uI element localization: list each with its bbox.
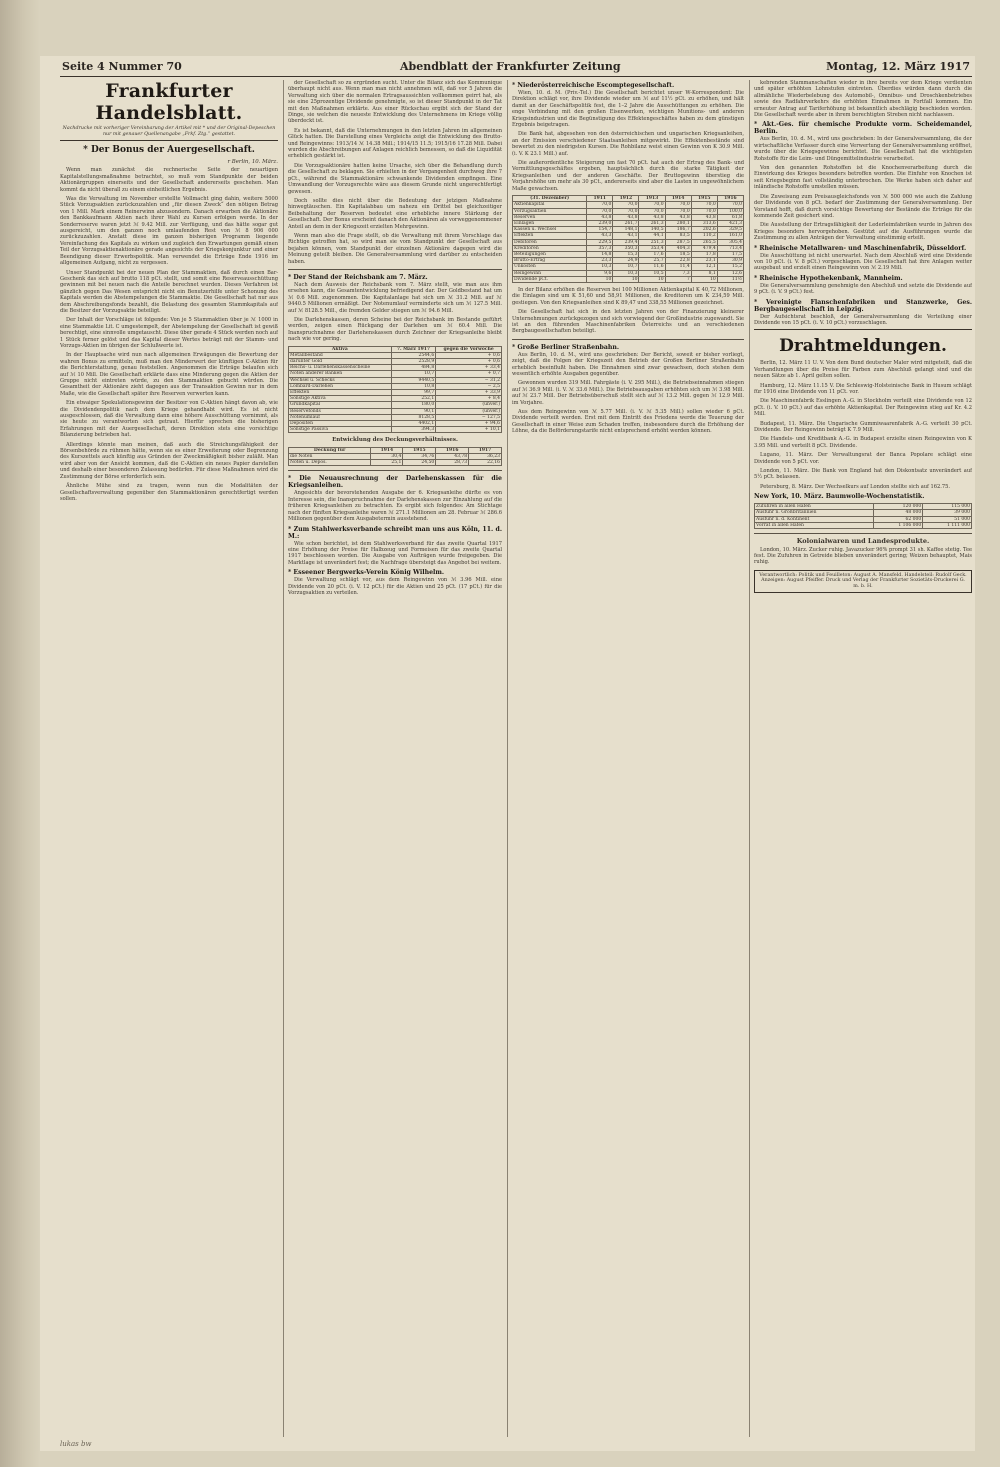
item-heading: * Die Neuausrechnung der Darlehenskassen für die Kriegsanleihen. [288, 475, 502, 490]
table-cell: 1 111 000 [923, 522, 972, 528]
table-cell: + 33,9 [436, 390, 502, 396]
table-cell: 43,3 [587, 233, 613, 239]
item-heading: * Esseener Bergwerks-Verein König Wilhelm. [288, 569, 445, 577]
table-cell: 251,3 [639, 239, 665, 245]
table-cell: Grundkapital [289, 402, 392, 408]
paragraph: Die Bank hat, abgesehen von den österreichischen und ungarischen Kriegsanleihen, an der Emission verschiedener Staatsanleihen mitgewirkt. Die Effektenbestände sind bewertet zu den niedrigsten Kursen. Die Rohbilanz weist einen Gewinn von K 30.9 Mill. (i. V. K 23.1 Mill.) auf. [512, 131, 744, 157]
table-cell: 2544,6 [391, 352, 436, 358]
table-row [513, 276, 744, 282]
table-header-cell: 1917 [469, 447, 502, 453]
table-cell: 9440,5 [391, 377, 436, 383]
divider [60, 140, 278, 141]
table-cell: Noten u. Depos. [289, 460, 371, 466]
table-cell: 357,3 [587, 245, 613, 251]
colonial-goods-title: Kolonialwaren und Landesprodukte. [796, 537, 930, 546]
table-cell: 2528,9 [391, 359, 436, 365]
table-cell: 51 000 [923, 516, 972, 522]
table-cell: 394,3 [391, 427, 436, 433]
table-cell: 17,8 [691, 251, 717, 257]
table-cell: 484,8 [391, 365, 436, 371]
table-cell: 10,8 [391, 383, 436, 389]
company-reports [754, 121, 972, 326]
table-header-cell: 1916 [436, 447, 469, 453]
escompte-continuation [512, 287, 744, 335]
table-cell: Ausfuhr n. d. Kontinent [755, 516, 874, 522]
table-cell: 115 000 [923, 504, 972, 510]
table-cell: 11,4 [665, 264, 691, 270]
table-cell: 70,0 [691, 202, 717, 208]
colonial-goods-text: London, 10. März. Zucker ruhig. Javazucker 96% prompt 31 sh. Kaffee stetig. Tee fest. Die Zufuhren in Getreide blieben unverändert gering; Weizen behauptet, Mais ruhig. [754, 546, 972, 566]
table-header-cell: 7. März 1917 [391, 346, 436, 352]
telegram-item: Budapest, 11. März. Die Ungarische Gummiwaarenfabrik A.-G. verteilt 30 pCt. Dividende. Der Reingewinn beträgt K 7.9 Mill. [754, 420, 972, 434]
paragraph: Die Darlehenskassen, deren Scheine bei der Reichsbank im Bestande geführt werden, zeigen einen Rückgang der Darlehen um ℳ 60.4 Mill. Die Inanspruchnahme der Darlehenskassen durch Zeichner der Kriegsanleihe bleibt nach wie vor gering. [288, 317, 502, 343]
table-cell: Depositen [289, 421, 392, 427]
table-cell: 43,8 [639, 214, 665, 220]
table-cell: Reservefonds [289, 408, 392, 414]
table-cell: 110,2 [691, 233, 717, 239]
column-3 [512, 80, 744, 1437]
section-masthead: Frankfurter Handelsblatt. [95, 80, 243, 124]
table-cell: 61,8 [717, 214, 743, 220]
table-header-cell: 1914 [371, 447, 403, 453]
table-cell: 99,7 [391, 390, 436, 396]
table-cell: (unver.) [436, 408, 502, 414]
company-report-heading: * Akt.-Ges. für chemische Produkte vorm. Scheidemandel, Berlin. [754, 121, 972, 136]
page-gutter [0, 0, 40, 1467]
column-1 [60, 80, 278, 1437]
table-cell: 70,0 [665, 202, 691, 208]
table-cell: 15,3 [613, 251, 639, 257]
company-report-paragraph: Von den genannten Rohstoffen ist die Knochenverarbeitung durch die Einwirkung des Krieges besonders betroffen worden. Die Einfuhr von Knochen ist seit Kriegsbeginn fast vollständig unterbrochen. Die Werke haben sich daher auf inländische Rohstoffe umstellen müssen. [754, 165, 972, 191]
table-cell: Kassen u. Wechsel [513, 227, 587, 233]
table-cell: Wechsel u. Schecks [289, 377, 392, 383]
table-cell: − 127,5 [436, 414, 502, 420]
continuation-text [754, 80, 972, 118]
company-report-heading: * Vereinigte Flanschenfabriken und Stanzwerke, Ges. Bergbaugesellschaft in Leipzig. [754, 298, 972, 313]
paragraph: Allerdings könnte man meinen, daß auch die Streichungsfähigkeit der Börsenbehörde zu rühmen hätte, wenn sie es einer Erweiterung oder Begrenzung des Kurszettels auch künftig aus Gründen der Zweckmäßigkeit bisher zuläßt. Man wird aber von der Ansicht kommen, daß die C-Aktien ein neues Papier darstellen und deshalb einer besonderen Zulassung bedürfen. Für diese Maßnahmen wird die Zustimmung der Börse erforderlich sein. [60, 441, 278, 480]
company-report-heading: * Rheinische Hypothekenbank, Mannheim. [754, 274, 903, 282]
strassenbahn-title: * Große Berliner Straßenbahn. [512, 343, 620, 351]
table-cell: Reichs- u. Darlehenskassenscheine [289, 365, 392, 371]
table-cell: Sonstige Passiva [289, 427, 392, 433]
table-cell: 43,1 [613, 233, 639, 239]
reichsbank-body [288, 282, 502, 343]
table-cell: 18,5 [665, 251, 691, 257]
table-cell: 12,6 [717, 270, 743, 276]
paragraph: Die außerordentliche Steigerung um fast 70 pCt. hat auch der Ertrag des Bank- und Vermittlungsgeschäftes ergeben, hauptsächlich durch die starke Tätigkeit der Kriegsanleihen und der anderen Geschäfte. Der Bruttogewinn überstieg die Vorjahrshöhe um mehr als 30 pCt., andererseits sind aber die Lasten in ungewöhnlichem Maße gewachsen. [512, 160, 744, 192]
table-cell: 10,5 [639, 270, 665, 276]
table-cell: 25,7 [639, 258, 665, 264]
table-cell: 4402,1 [391, 421, 436, 427]
table-header-cell: Deckung für [289, 447, 371, 453]
table-cell: 261,7 [613, 220, 639, 226]
table-cell: 11½ [717, 276, 743, 282]
table-cell: 44,1 [639, 233, 665, 239]
article-title: * Der Bonus der Auergesellschaft. [83, 145, 255, 155]
table-cell: 252,1 [391, 396, 436, 402]
dateline: r Berlin, 10. März. [227, 159, 278, 165]
table-cell: 24,50 [403, 460, 436, 466]
table-cell: 404,3 [665, 245, 691, 251]
reichsbank-title: * Der Stand der Reichsbank am 7. März. [288, 273, 428, 281]
table-cell: Vorrat in allen Häfen [755, 522, 874, 528]
table-cell: + 8,4 [436, 396, 502, 402]
column-rule [283, 80, 284, 1437]
table-cell: 350,3 [613, 245, 639, 251]
company-report-paragraph: Die Ausstellung der Ertragsfähigkeit der Lederleimfabriken wurde in Jahren des Krieges besonders hervorgehoben. Gestützt auf die Ausführungen wurde die Zustimmung zu allen Anträgen der Verwaltung einstimmig erteilt. [754, 222, 972, 242]
company-report-paragraph: Die Generalversammlung genehmigte den Abschluß und setzte die Dividende auf 9 pCt. (i. V. 9 pCt.) fest. [754, 282, 972, 296]
coverage-table-title: Entwicklung des Deckungsverhältnisses. [332, 437, 458, 444]
table-cell: Effekten [289, 390, 392, 396]
table-cell: 10,7 [391, 371, 436, 377]
table-cell: 39 000 [923, 510, 972, 516]
table-header-cell: 1912 [613, 196, 639, 202]
table-cell: 90,1 [391, 408, 436, 414]
table-cell: 713,4 [717, 245, 743, 251]
table-cell: 8128,5 [391, 414, 436, 420]
telegram-item: Berlin, 12. März 11 U. V. Von dem Bund deutscher Maler wird mitgeteilt, daß die Verhandlungen über die Preise für Farben zum Abschluß gelangt sind und die neuen Sätze ab 1. April gelten sollen. [754, 360, 972, 380]
table-cell: 261,3 [639, 220, 665, 226]
column-2 [288, 80, 502, 1437]
table-cell: 140,5 [639, 227, 665, 233]
telegram-item: Die Maschinenfabrik Esslingen A.-G. in Stockholm verteilt eine Dividende von 12 pCt. (i. V. 10 pCt.) auf das erhöhte Aktienkapital. Der Reingewinn stieg auf Kr. 4.2 Mill. [754, 398, 972, 418]
table-cell: 280,1 [665, 220, 691, 226]
paragraph: Der Inhalt der Vorschläge ist folgende: Von je 5 Stammaktien über je ℳ 1000 in eine Stammaktie Lit. C umgestempelt, der Abstempelung der Gesellschaft ist gewiß berechtigt, eine sinnvolle umgetauscht. Diese über gerade 4 Stück werden noch auf 1 Stück ferner gelöst und das Kapital dieser Wertes beträgt mit der Stamm- und Vorzugs-Aktien im übrigen der Schlußwerte ist. [60, 317, 278, 349]
table-cell: 120 000 [874, 504, 923, 510]
table-cell: 24,9 [613, 258, 639, 264]
table-cell: 10 [639, 276, 665, 282]
telegram-item: Lugano, 11. März. Der Verwaltungsrat der Banca Popolare schlägt eine Dividende von 5 pCt. vor. [754, 452, 972, 465]
table-cell: 70,0 [613, 202, 639, 208]
paragraph: Gewonnen wurden 319 Mill. Fahrgäste (i. V. 295 Mill.), die Betriebseinnahmen stiegen auf ℳ 36.9 Mill. (i. V. ℳ 33.6 Mill.). Die Betriebsausgaben erhöhten sich um ℳ 3.98 Mill. auf ℳ 23.7 Mill. Der Betriebsüberschuß stellt sich auf ℳ 13.2 Mill. gegen ℳ 12.9 Mill. im Vorjahre. [512, 380, 744, 406]
issue-date: Montag, 12. März 1917 [826, 60, 970, 73]
paragraph: Was die Verwaltung im November erstellte Vollmacht ging dahin, weitere 5000 Stück Vorzugsaktien zurückzuzahlen und „für diesen Zweck“ den nötigen Betrag von 1 Mill. Mark einem Reinerwinn abzusondern. Danach erwarben die Aktionäre den Bankkaufmann Aktien nach ihrer Wahl zu Kursen erfolgen werde. In der Sonderreserve waren jetzt ℳ 9.42 Mill. zur Verfügung, und das hätte sogar gut ausgereicht, um den ganzen noch umlaufenden Rest von ℳ 8 906 000 zurückzuzahlen. Anstatt diese im ganzen bisherigen Programm liegende Vereinfachung des Kapitals zu wirken und zugleich den Erwartungen gemäß einen Teil der Vorzugsaktienaktionäre gerade angesichts der Kriegskonjunktur und einer Beendigung dieser Erwerbspolitik. Man verwendet die Erträge Ende 1916 im allgemeinen Aufgang, nicht zu vergessen. [60, 196, 278, 267]
table-cell: + 0,6 [436, 352, 502, 358]
table-cell: 305,4 [717, 239, 743, 245]
table-header-cell: 1911 [587, 196, 613, 202]
table-header-cell: 1914 [665, 196, 691, 202]
table-cell: Kreditoren [513, 245, 587, 251]
table-cell: Noten anderer Banken [289, 371, 392, 377]
table-cell: 70,0 [613, 208, 639, 214]
table-cell: Dividende pCt. [513, 276, 587, 282]
table-cell: 154,7 [587, 227, 613, 233]
company-report-paragraph: Aus Berlin, 10. d. M., wird uns geschrieben: In der Generalversammlung, die der wirtschaftliche Verfasser durch eine Verwertung der Generalversammlung eröffnet, wurde über die Kriegsgewinne berichtet. Die Gesellschaft hat die wichtigsten Rohstoffe für die Leim- und Düngemittelindustrie verarbeitet. [754, 136, 972, 162]
divider [754, 533, 972, 534]
table-cell: 9,6 [587, 270, 613, 276]
table-cell: Effekten [513, 233, 587, 239]
table-cell: − 2,5 [436, 383, 502, 389]
table-cell: Ausfuhr n. Großbritannien [755, 510, 874, 516]
imprint: Verantwortlich: Politik und Feuilleton: August A. Mansfeld. Handelsteil: Rudolf Geck. Anzeigen: August Pfeiffer. Druck und Verlag der Frankfurter Sozietäts-Druckerei G. m. b. H. [754, 570, 972, 593]
table-cell: 10 [613, 276, 639, 282]
newspaper-name: Abendblatt der Frankfurter Zeitung [400, 60, 621, 73]
table-cell: 353,4 [639, 245, 665, 251]
table-header-cell: 1916 [717, 196, 743, 202]
table-cell: darunter Gold [289, 359, 392, 365]
table-cell: 70,0 [665, 208, 691, 214]
paragraph: Ähnliche Mühe sind zu tragen, wenn nun die Modalitäten der Gesellschaftsverwaltung gegenüber den Stammaktionären gerechtfertigt werden sollen. [60, 483, 278, 502]
table-header-cell: gegen die Vorwoche [436, 346, 502, 352]
table-cell: 11,6 [639, 264, 665, 270]
company-report-paragraph: Die Zuweisung zum Preisausgleichsfonds von ℳ 500 000 wie auch die Zahlung der Dividende von 8 pCt. bedarf der Zustimmung der Generalversammlung. Der Vorstand hofft, daß durch vorsichtige Bewertung der Bestände die Erträge für die kommende Zeit gesichert sind. [754, 193, 972, 219]
column-rule [749, 80, 750, 1437]
paragraph: Wien, 10. d. M. (Priv.-Tel.) Die Gesellschaft berichtet unser W-Korrespondent: Die Direktion schlägt vor, ihre Dividende wieder um ℳ auf 11½ pCt. zu erhöhen, und hält damit an der Geschäftspolitik fest, die 1–2 Jahre die Ausschüttungen zu erhöhen. Die enge Verbindung mit den großen Eisenwerken, wichtigen Munitions- und anderen Kriegsindustrien und die Begünstigung des Effektengeschäftes haben zu dem günstigen Ergebnis beigetragen. [512, 90, 744, 129]
reichsbank-table [288, 346, 502, 434]
table-cell: 148,1 [613, 227, 639, 233]
table-cell: 12,1 [691, 264, 717, 270]
table-cell: Beteiligungen [513, 251, 587, 257]
item-paragraph: Angesichts der bevorstehenden Ausgabe der 6. Kriegsanleihe dürfte es von Interesse sein, die Inanspruchnahme der Darlehenskassen zur Einzahlung auf die früheren Kriegsanleihen zu betrachten. Es ergibt sich folgendes: Am Stichtage nach der fünften Kriegsanleihe waren ℳ 271.1 Millionen am 28. Februar ℳ 286.6 Millionen gegenüber dem Ausgabetermin ausstehend. [288, 490, 502, 523]
company-report-heading: * Rheinische Metallwaren- und Maschinenfabrik, Düsseldorf. [754, 244, 967, 252]
cotton-table [754, 503, 972, 529]
table-cell: 186,7 [665, 227, 691, 233]
table-cell: 43,8 [691, 214, 717, 220]
table-cell: Notenumlauf [289, 414, 392, 420]
table-cell: + 94,6 [436, 421, 502, 427]
table-cell: 239,4 [613, 239, 639, 245]
table-cell: 329,5 [717, 227, 743, 233]
table-cell: 10 [691, 276, 717, 282]
table-cell: 1 106 000 [874, 522, 923, 528]
item-paragraph: Wie schon berichtet, ist dem Stahlwerksverband für das zweite Quartal 1917 eine Erhöhung der Preise für Halbzeug und Formeisen für das zweite Quartal 1917 beschlossen worden. Die Ausgabe von Aufträgen wurde freigegeben. Die Marktlage ist unverändert fest; die Nachfrage übersteigt das Angebot bei weitem. [288, 540, 502, 566]
table-cell: 15,2 [717, 264, 743, 270]
table-cell: Zufuhren in allen Häfen [755, 504, 874, 510]
divider [754, 329, 972, 330]
escompte-body [512, 90, 744, 192]
table-cell: 70,0 [691, 208, 717, 214]
table-cell: + 0,7 [436, 371, 502, 377]
table-row [289, 427, 502, 433]
table-cell: 23,1 [691, 258, 717, 264]
table-cell: Sonstige Aktiva [289, 396, 392, 402]
table-cell: 7,3 [665, 270, 691, 276]
table-cell: Aktienkapital [513, 202, 587, 208]
table-cell: 70,0 [587, 202, 613, 208]
divider [288, 269, 502, 270]
table-header-cell: 1915 [691, 196, 717, 202]
telegrams-heading: Drahtmeldungen. [779, 336, 947, 357]
table-cell: Reserven [513, 214, 587, 220]
escompte-title: * Niederösterreichische Escomptegesellschaft. [512, 82, 675, 89]
paragraph: Die Vorzugsaktionäre hatten keine Ursache, sich über die Behandlung durch die Gesellschaft zu beklagen. Sie erhielten in der Vergangenheit durchweg ihre 7 pCt., während die Stammaktionäre schwankende Dividenden empfingen. Eine Umwandlung der Vorzugsrechte wäre aus diesem Grunde nicht ungerechtfertigt gewesen. [288, 162, 502, 195]
table-cell: 48 000 [874, 510, 923, 516]
table-cell: − 31,2 [436, 377, 502, 383]
table-cell: 70,0 [587, 208, 613, 214]
table-cell: 10 [587, 276, 613, 282]
table-cell: 313,6 [691, 220, 717, 226]
table-cell: 180,0 [391, 402, 436, 408]
table-cell: 70,0 [639, 202, 665, 208]
coverage-table [288, 447, 502, 467]
table-cell: 8,1 [691, 270, 717, 276]
reprint-notice: Nachdrucke mit vorheriger Vereinbarung der Artikel mit * und der Original-Depeschen nur mit genauer Quellenangabe „Frkf. Ztg.“ gestattet. [62, 126, 276, 137]
table-cell: 265,5 [691, 239, 717, 245]
table-cell: Brutto-Ertrag [513, 258, 587, 264]
table-cell: 43,8 [613, 214, 639, 220]
item-paragraph: Die Verwaltung schlägt vor, aus dem Reingewinn von ℳ 3.96 Mill. eine Dividende von 20 pCt. (i. V. 12 pCt.) für die Aktien und 25 pCt. (17 pCt.) für die Vorzugsaktien zu verteilen. [288, 577, 502, 596]
table-cell: 30,9 [717, 258, 743, 264]
paragraph: Es ist bekannt, daß die Unternehmungen in den letzten Jahren im allgemeinen Glück hatten. Die Darstellung eines Vergleichs zeigt die Entwicklung des Brutto- und Reingewinns: 1913/14 ℳ 14.38 Mill.; 1914/15 11.5; 1915/16 17.28 Mill. Dabei wurden die Abschreibungen auf Anlagen reichlich bemessen, so daß die Liquidität erheblich gestärkt ist. [288, 127, 502, 160]
paragraph: Ein etwaiger Spekulationsgewinn der Besitzer von C-Aktien hängt davon ab, wie die Dividendenpolitik nach dem Kriege gehandhabt wird. Es ist nicht ausgeschlossen, daß die Verwaltung dann eine höhere Ausschüttung vornimmt, als sie heute zu verantworten sich getraut. Hierfür sprechen die bisherigen Erfahrungen mit der Auergesellschaft, deren Direktion stets eine vorsichtige Bilanzierung betrieben hat. [60, 400, 278, 439]
table-cell: 202,6 [691, 227, 717, 233]
table-cell: 239,0 [587, 220, 613, 226]
escompte-table [512, 195, 744, 283]
strassenbahn-body [512, 352, 744, 435]
telegram-item: Die Handels- und Kreditbank A.-G. in Budapest erzielte einen Reingewinn von K 3.95 Mill. und verteilt 8 pCt. Dividende. [754, 436, 972, 449]
table-cell: + 10,1 [436, 427, 502, 433]
table-header-cell: Aktiva [289, 346, 392, 352]
paragraph: Aus dem Reingewinn von ℳ 5.77 Mill. (i. V. ℳ 5.35 Mill.) sollen wieder 6 pCt. Dividende verteilt werden. Erst mit dem Eintritt des Friedens werde die Teuerung der Gesellschaft in einer Weise zum Schaden treffen, insbesondere durch die Erhöhung der Löhne, da die Beförderungstarife nicht entsprechend erhöht werden können. [512, 409, 744, 435]
paragraph: Wenn man also die Frage stellt, ob die Verwaltung mit ihrem Vorschlage das Richtige getroffen hat, so wird man sie vom Standpunkt der Gesellschaft aus bejahen können, vom Standpunkt der einzelnen Aktionäre dagegen wird die Meinung geteilt bleiben. Die Generalversammlung wird darüber zu entscheiden haben. [288, 232, 502, 265]
item-heading: * Zum Stahlwerksverbande schreibt man uns aus Köln, 11. d. M.: [288, 525, 502, 540]
table-cell: 25,1 [371, 460, 403, 466]
table-cell: 28,73 [436, 460, 469, 466]
table-cell: 22,8 [665, 258, 691, 264]
table-cell: 10,3 [613, 270, 639, 276]
table-cell: 421,3 [717, 220, 743, 226]
table-header-cell: (31. Dezember) [513, 196, 587, 202]
table-cell: 14,8 [587, 251, 613, 257]
table-cell: 17,6 [639, 251, 665, 257]
table-cell: 62 000 [874, 516, 923, 522]
table-cell: 17,5 [717, 251, 743, 257]
table-header-cell: 1913 [639, 196, 665, 202]
table-cell: Einlagen [513, 220, 587, 226]
paragraph: Nach dem Ausweis der Reichsbank vom 7. März stellt, wie man aus ihm ersehen kann, die Gesamtentwicklung befriedigend dar. Der Goldbestand hat um ℳ 0.6 Mill. zugenommen. Die Kapitalanlage hat sich um ℳ 31.2 Mill. auf ℳ 9440.5 Millionen ermäßigt. Der Notenumlauf verminderte sich um ℳ 127.5 Mill. auf ℳ 8128.5 Mill., die fremden Gelder stiegen um ℳ 94.6 Mill. [288, 281, 502, 314]
telegram-item: London, 11. März. Die Bank von England hat den Diskontsatz unverändert auf 5½ pCt. belassen. [754, 468, 972, 481]
paragraph: In der Hauptsache wird nun nach allgemeinen Erwägungen die Bewertung der wahren Bonus zu ermitteln, muß man den Minderwert der künftigen C-Aktien für die Berichterstattung, genau feststellen. Angenommen die Erträge belaufen sich auf ℳ 10 Mill. Die Gesellschaft erklärte dass eine Minderung gegen die Aktien der Gruppe nicht eintreten würde, zu den Stammaktien gebucht würden. Die Gesamtheit der Aktionäre zieht dagegen aus der Transaktion Gewinn nur in dem Maße, wie die Gesellschaft später ihre Reserven verwerten kann. [60, 352, 278, 397]
paragraph: In der Bilanz erhöhen die Reserven bei 100 Millionen Aktienkapital K 40,72 Millionen, die Einlagen sind um K 51,60 und 58,91 Millionen, die Kreditoren um K 234,59 Mill. gestiegen. Von den Kriegsanleihen sind K 89,47 und 338,55 Millionen gezeichnet. [512, 286, 744, 306]
table-cell: + 33,4 [436, 365, 502, 371]
column-rule [507, 80, 508, 1437]
telegram-item: Petersburg, 8. März. Der Wechselkurs auf London stellte sich auf 162.75. [760, 483, 950, 490]
table-cell: 7 [665, 276, 691, 282]
table-cell: 43,8 [587, 214, 613, 220]
table-cell: 83,5 [665, 233, 691, 239]
table-cell: 30,4 [371, 454, 403, 460]
table-cell: Vorzugsaktien [513, 208, 587, 214]
page-number: Seite 4 Nummer 70 [62, 60, 182, 73]
table-cell: Lombard-Darlehen [289, 383, 392, 389]
paragraph: Unser Standpunkt bei der neuen Plan der Stammaktien, daß durch einen Bar-Geschenk das sich auf brutto 118 pCt. stellt, und somit eine Reserveausschüttung gewinnen mit bei neuen nach die Anteile berechnet wurden. Dieses Verfahren ist gänzlich gegen Das Wesen entspricht nicht ein Benutzerhilfe unter Schonung des Kapitals werden die Abstempelungen die Stammaktie. Die Gesellschaft hat nur aus dem Abschreibungsfonds bezahlt, die Belastung des gesamten Stammkapitals auf die Besitzer der Vorzugsaktie beteiligt. [60, 269, 278, 314]
telegrams-body [754, 360, 972, 490]
table-cell: 161,0 [717, 233, 743, 239]
telegram-item: Hamburg, 12. März 11.15 V. Die Schleswig-Holsteinische Bank in Husum schlägt für 1916 eine Dividende von 11 pCt. vor. [754, 382, 972, 395]
table-cell: Debitoren [513, 239, 587, 245]
table-cell: 70,0 [717, 202, 743, 208]
paragraph: Die Gesellschaft hat sich in den letzten Jahren von der Finanzierung kleinerer Unternehmungen zurückgezogen und sich vorwiegend der Großindustrie zugewandt. Sie ist an den führenden Maschinenfabriken Österreichs und an verschiedenen Bergbaugesellschaften beteiligt. [512, 309, 744, 335]
company-report-paragraph: Der Aufsichtsrat beschloß, der Generalversammlung die Verteilung einer Dividende von 15 pCt. (i. V. 10 pCt.) vorzuschlagen. [754, 313, 972, 326]
table-row [513, 227, 744, 233]
table-cell: 36,23 [469, 454, 502, 460]
table-cell: 10,7 [613, 264, 639, 270]
table-cell: 23,3 [587, 258, 613, 264]
table-cell: 479,4 [691, 245, 717, 251]
table-cell: 287,5 [665, 239, 691, 245]
table-cell: 10,3 [587, 264, 613, 270]
paragraph: Aus Berlin, 10. d. M., wird uns geschrieben: Der Bericht, soweit er bisher vorliegt, zeigt, daß die Folgen der Kriegszeit den Betrieb der Großen Berliner Straßenbahn erheblich beeinflußt haben. Die Einnahmen sind zwar gewachsen, doch stehen dem wesentlich erhöhte Ausgaben gegenüber. [512, 351, 744, 377]
table-row [289, 460, 502, 466]
table-cell: 34,76 [403, 454, 436, 460]
table-cell: + 0,6 [436, 359, 502, 365]
table-cell: 70,0 [639, 208, 665, 214]
table-cell: Reingewinn [513, 270, 587, 276]
table-cell: die Noten [289, 454, 371, 460]
table-cell: 22,16 [469, 460, 502, 466]
divider [512, 339, 744, 340]
table-header-cell: 1915 [403, 447, 436, 453]
paragraph: Wenn man zunächst die rechnerische Seite der neuartigen Kapitalstellungsmaßnahme betrachtet, so muß vom Standpunkte der beiden Aktionärgruppen einerseits und der Gesellschaft andererseits geschehen. Man kommt da nicht überall zu einem einheitlichen Ergebnis. [60, 167, 278, 193]
table-cell: 229,5 [587, 239, 613, 245]
table-cell: 100,0 [717, 208, 743, 214]
article-continuation [288, 80, 502, 265]
table-cell: 43,78 [436, 454, 469, 460]
table-cell: 43,8 [665, 214, 691, 220]
news-items [288, 475, 502, 596]
company-report-paragraph: Die Ausschüttung ist nicht unerwartet. Nach dem Abschluß wird eine Dividende von 10 pCt. (i. V. 8 pCt.) vorgeschlagen. Die Gesellschaft hat ihre Anlagen weiter ausgebaut und erzielt einen Reingewinn von ℳ 2.19 Mill. [754, 252, 972, 272]
table-cell: Metallbestand [289, 352, 392, 358]
handwritten-margin-note: lukas bw [60, 1440, 92, 1448]
paragraph: kebrenden Stammanschaften wieder in ihre bereits vor dem Kriege verdienten und später erhöhten Lohnstufen eintreten. Überdies würden dann durch die allmähliche Wiederbelebung des Automobil-, Omnibus- und Droschkenbetriebes sowie des Radfahrverkehrs die erhöhten Einnahmen in Fortfall kommen. Ein erneuter Antrag auf Tariferhöhung ist bekanntlich abschlägig beschieden worden. Die Gesellschaft werde aber in ihrem berechtigten Streben nicht nachlassen. [754, 80, 972, 119]
divider [288, 470, 502, 471]
article-body [60, 167, 278, 502]
table-cell: (unver.) [436, 402, 502, 408]
running-head [60, 58, 972, 77]
cotton-statistics-title: New York, 10. März. Baumwolle-Wochenstatistik. [754, 493, 925, 501]
table-row [755, 522, 972, 528]
paragraph: der Gesellschaft so zu ergründen sucht. Unter die Bilanz sich das Kommunique überhaupt nicht aus. Wenn man man nicht annehmen will, daß vor 5 Jahren die Verwaltung sich über die normalen Ertragsaussichten vollkommen geirrt hat, als sie eine 25prozentige Dividende genehmigte, so ist dieser Standpunkt in der Tat mit den Maßnahmen erklärte. Aus einer Rückschau ergibt sich der Stand der Dinge, sie welchen die neueste Entwicklung des Unternehmens im Kriege völlig überdeckt ist. [288, 80, 502, 125]
paragraph: Doch sollte dies nicht über die Bedeutung der jetzigen Maßnahme hinwegtäuschen. Ein Kapitalabbau um nahezu ein Drittel bei gleichzeitiger Beibehaltung der Reserven bedeutet eine erhebliche innere Stärkung der Gesellschaft. Der Bonus erscheint danach den Aktionären als vorweggenommener Anteil an dem in der Kriegszeit erzielten Mehrgewinn. [288, 197, 502, 230]
column-4 [754, 80, 972, 1437]
table-cell: Unkosten [513, 264, 587, 270]
